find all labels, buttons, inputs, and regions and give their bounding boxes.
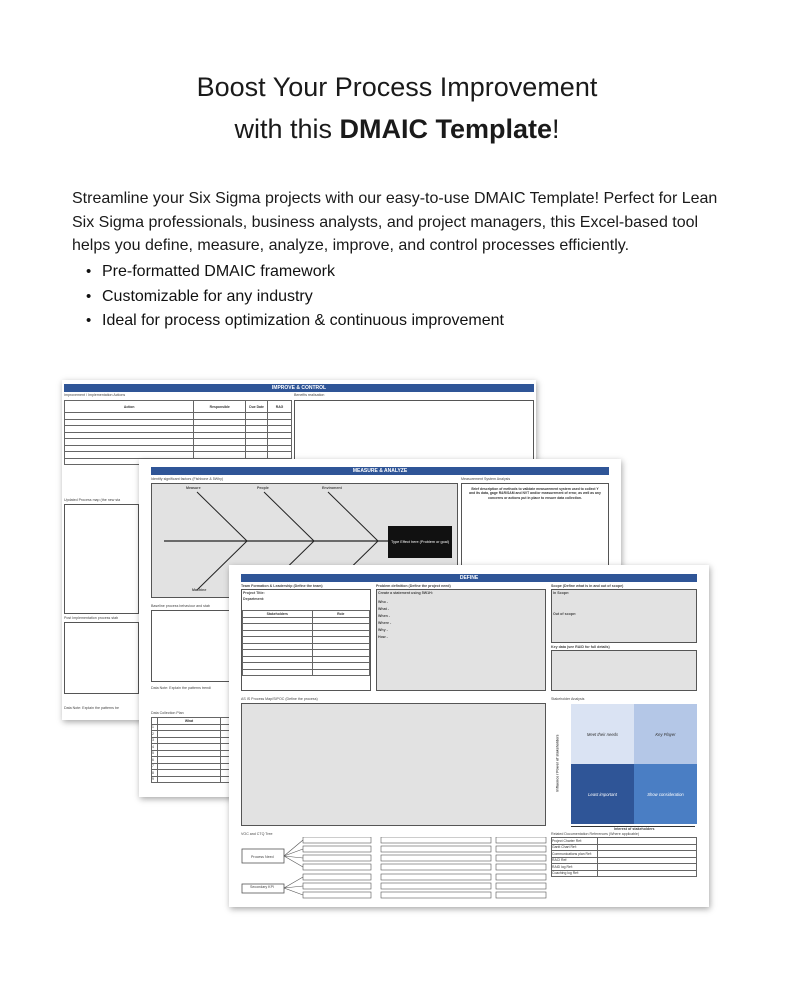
collection-plan-label: Data Collection Plan <box>151 711 184 715</box>
col-header: Due Date <box>246 401 268 413</box>
benefits-label: Benefits realisation <box>294 393 325 397</box>
col-header: Action <box>65 401 194 413</box>
col-header: RAG <box>268 401 292 413</box>
msa-text: Brief description of methods to validate measurement system used to collect Y and its data, gage R&R/SAM and NVT and/or measurement of error, as well as any concerns or actions put in place to ensure data collection. <box>469 487 601 500</box>
out-scope-label: Out of scope: <box>553 612 577 616</box>
bone-environment: Enviroment <box>322 486 342 490</box>
sheet-header: IMPROVE & CONTROL <box>64 384 534 392</box>
y-axis-label: Influence / Power of stakeholders <box>555 734 560 792</box>
baseline-label: Baseline process behaviour and stab <box>151 604 210 608</box>
data-note-label: Data Note: Explain the patterns be <box>64 706 119 710</box>
in-scope-label: In Scope: <box>553 591 570 595</box>
quadrant-least-important: Least important <box>571 764 634 824</box>
feature-item: • Ideal for process optimization & continuous improvement <box>86 309 504 334</box>
quadrant-show-consideration: Show consideration <box>634 764 697 824</box>
product-name: DMAIC Template <box>339 114 553 144</box>
col-header: What <box>157 718 220 725</box>
feature-item: • Pre-formatted DMAIC framework <box>86 260 504 285</box>
sheet-header: MEASURE & ANALYZE <box>151 467 609 475</box>
bone-measure: Measure <box>186 486 201 490</box>
effect-box: Type Effect here (Problem or goal) <box>388 526 452 558</box>
feature-item: • Customizable for any industry <box>86 285 504 310</box>
statement-label: Create a statement using 5W1H: <box>378 591 433 595</box>
problem-label: Problem definition (Define the project need) <box>376 584 451 588</box>
title-line-1: Boost Your Process Improvement <box>196 72 598 102</box>
intro-paragraph: Streamline your Six Sigma projects with our easy-to-use DMAIC Template! Perfect for Lean Six Sigma professionals, business analysts, and project managers, this Excel-based tool helps you define, measure, analyze, improve, and control processes efficiently. <box>72 190 718 254</box>
project-title-label: Project Title: <box>243 591 265 595</box>
msa-label: Measurement System Analysis <box>461 477 511 481</box>
sheet-header: DEFINE <box>241 574 697 582</box>
actions-label: Improvement / Implementation Actions <box>64 393 126 397</box>
key-data-box <box>551 650 697 691</box>
title-line-2: with this DMAIC Template! <box>234 114 560 144</box>
page-title <box>0 66 794 150</box>
post-impl-label: Post Implementation process stab <box>64 616 119 620</box>
col-header: Stakeholders <box>243 611 313 618</box>
quadrant-meet-needs: Meet their needs <box>571 704 634 764</box>
bone-people: People <box>257 486 269 490</box>
col-header: Responsible <box>194 401 246 413</box>
post-impl-box <box>64 622 139 694</box>
col-header: Role <box>312 611 370 618</box>
collection-plan-table: What 1 2 3 4 5 6 7 8 9 <box>151 717 231 783</box>
related-docs-table: Project Charter Ref: Gantt Chart Ref: Communications plan Ref: RACI Ref: RAID log Ref: Coaching log Ref: <box>551 837 697 877</box>
team-box <box>241 589 371 691</box>
voc-label: VOC and CTQ Tree <box>241 832 273 836</box>
secondary-kpi-label: Secondary KPI <box>250 885 274 889</box>
related-docs-label: Related Documentation References (Where applicable) <box>551 832 640 836</box>
stakeholder-analysis-label: Stakeholder Analysis <box>551 697 585 701</box>
updated-map-box <box>64 504 139 614</box>
stakeholder-table <box>242 610 370 676</box>
scope-box <box>551 589 697 643</box>
ctq-tree <box>241 837 551 907</box>
factors-label: Identify significant factors (Fishbone & 5Why) <box>151 477 224 481</box>
process-need-label: Process Need <box>251 855 274 859</box>
asis-box <box>241 703 546 826</box>
x-axis-label: Interest of stakeholders <box>614 827 655 831</box>
quadrant-key-player: Key Player <box>634 704 697 764</box>
baseline-box <box>151 610 231 682</box>
key-data-label: Key data (see RAID for full details) <box>551 645 610 649</box>
scope-label: Scope (Define what is in and out of scope) <box>551 584 624 588</box>
team-label: Team Formation & Leadership (Define the team) <box>241 584 323 588</box>
feature-list <box>86 260 504 334</box>
data-note-label: Data Note: Explain the patterns trendi <box>151 686 211 690</box>
actions-table <box>64 400 292 465</box>
department-label: Department: <box>243 597 265 601</box>
updated-map-label: Updated Process map (the new sta <box>64 498 121 502</box>
define-sheet <box>229 565 709 907</box>
bone-machine: Machine <box>192 588 207 592</box>
problem-box: Create a statement using 5W1H: Who - What - When - Where - Why - How - <box>376 589 546 691</box>
asis-label: AS IS Process Map/SIPOC (Define the process) <box>241 697 318 701</box>
